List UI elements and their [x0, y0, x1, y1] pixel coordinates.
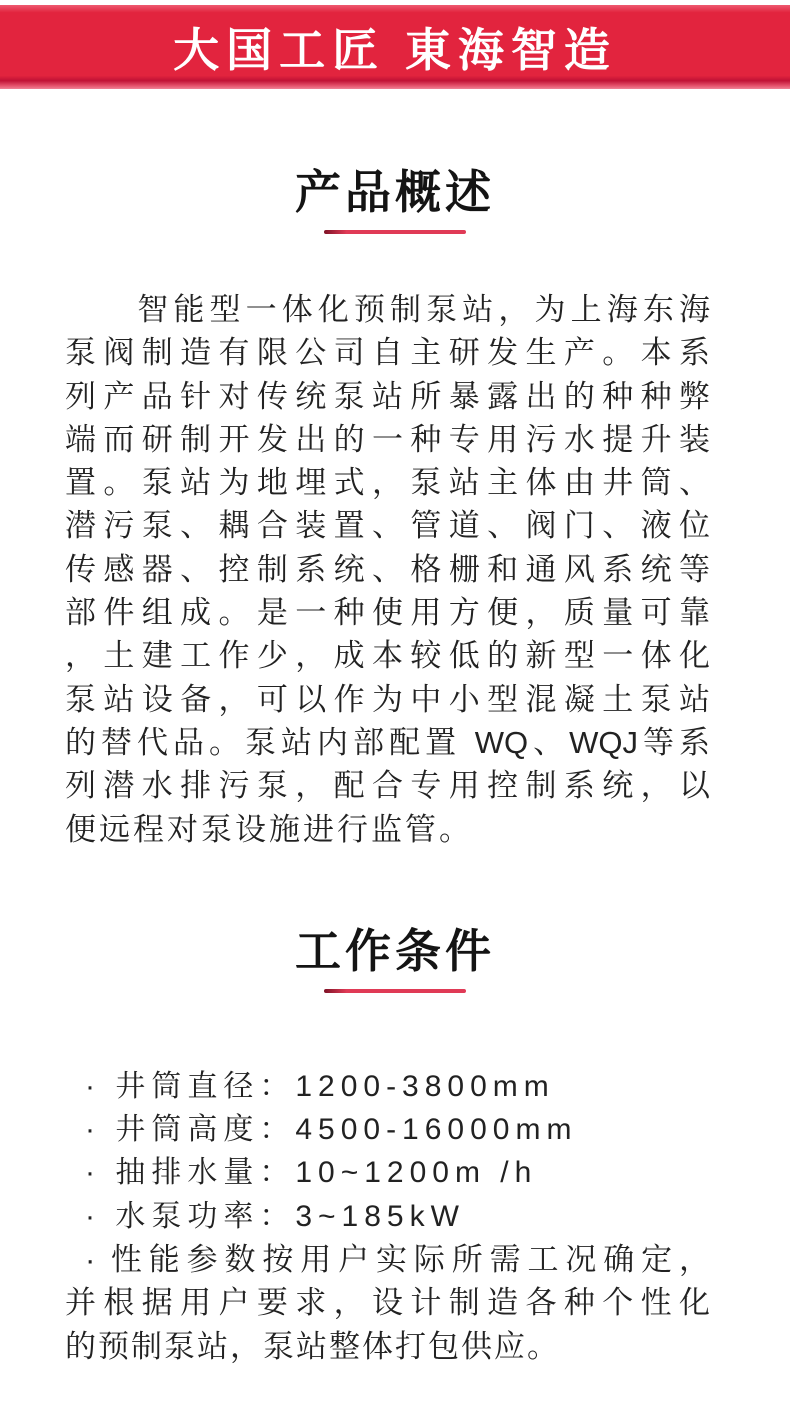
overview-heading: 产品概述: [295, 166, 495, 218]
overview-line: 列潜水排污泵，配合专用控制系统，以: [65, 768, 710, 804]
overview-line: 泵站设备，可以作为中小型混凝土泵站: [65, 681, 710, 717]
spec-item: · 井筒高度：4500-16000mm: [85, 1113, 578, 1147]
conditions-heading-underline: [324, 989, 466, 993]
note-line: · 性能参数按用户实际所需工况确定，: [85, 1242, 710, 1278]
overview-line: 智能型一体化预制泵站，为上海东海: [65, 292, 710, 327]
overview-section: [0, 165, 790, 851]
note-line: 并根据用户要求，设计制造各种个性化: [65, 1285, 710, 1321]
spec-item: · 抽排水量：10~1200m /h: [85, 1156, 538, 1190]
brand-banner: [0, 5, 790, 89]
spec-list: [85, 1065, 710, 1238]
overview-line: ，土建工作少，成本较低的新型一体化: [65, 638, 710, 674]
spec-item: · 水泵功率：3~185kW: [85, 1199, 465, 1233]
spec-item: · 井筒直径：1200-3800mm: [85, 1069, 555, 1103]
note-line: 的预制泵站，泵站整体打包供应。: [65, 1328, 560, 1364]
overview-line: 列产品针对传统泵站所暴露出的种种弊: [65, 378, 710, 414]
overview-line: 部件组成。是一种使用方便，质量可靠: [65, 595, 710, 631]
overview-heading-underline: [324, 230, 466, 234]
conditions-heading: 工作条件: [295, 924, 495, 977]
overview-line: 泵阀制造有限公司自主研发生产。本系: [65, 335, 710, 371]
overview-line: 便远程对泵设施进行监管。: [65, 811, 473, 847]
note-paragraph: [65, 1238, 710, 1368]
overview-line: 端而研制开发出的一种专用污水提升装: [65, 421, 710, 457]
brand-banner-title: 大国工匠 東海智造: [173, 24, 617, 76]
overview-paragraph: [65, 288, 710, 851]
overview-line: 的替代品。泵站内部配置 WQ、WQJ等系: [65, 724, 710, 760]
conditions-section: [0, 924, 790, 1368]
overview-line: 置。泵站为地埋式，泵站主体由井筒、: [65, 465, 710, 501]
overview-line: 传感器、控制系统、格栅和通风系统等: [65, 551, 710, 587]
overview-line: 潜污泵、耦合装置、管道、阀门、液位: [65, 508, 710, 544]
page: [0, 5, 790, 1368]
